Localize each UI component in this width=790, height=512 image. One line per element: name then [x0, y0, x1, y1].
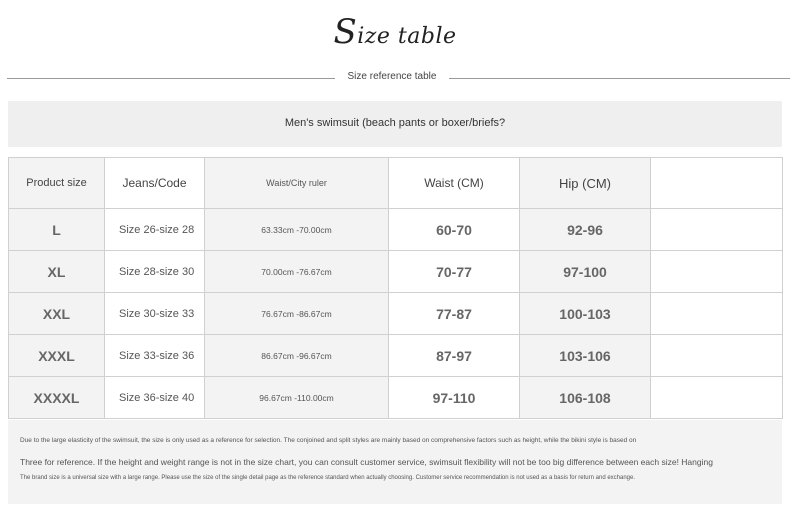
table-row [9, 209, 783, 251]
cell-extra [651, 293, 783, 335]
note-line-2: Three for reference. If the height and weight range is not in the size chart, you can consult customer service, swimsuit flexibility will not be too big difference between each size! Hanging [20, 457, 713, 467]
cell-size: XL [9, 251, 105, 293]
title-rest: ize table [357, 24, 457, 49]
cell-hip: 97-100 [520, 251, 651, 293]
cell-waist: 70-77 [389, 251, 520, 293]
cell-hip: 100-103 [520, 293, 651, 335]
cell-size: XXXL [9, 335, 105, 377]
divider-line-right [449, 78, 790, 79]
cell-jeans: Size 36-size 40 [105, 377, 205, 419]
cell-ruler: 76.67cm -86.67cm [205, 293, 389, 335]
title-initial: S [333, 12, 358, 52]
cell-waist: 97-110 [389, 377, 520, 419]
cell-extra [651, 335, 783, 377]
subtitle-divider [7, 70, 790, 88]
category-banner [8, 101, 782, 147]
cell-hip: 106-108 [520, 377, 651, 419]
page-title [0, 12, 790, 52]
cell-size: L [9, 209, 105, 251]
category-text: Men's swimsuit (beach pants or boxer/briefs? [284, 117, 506, 129]
note-line-3: The brand size is a universal size with a large range. Please use the size of the single detail page as the reference standard when actually choosing. Customer service recommendation is not used as a basis for return and exchange. [20, 475, 636, 481]
table-row [9, 335, 783, 377]
size-table [8, 157, 783, 419]
cell-ruler: 70.00cm -76.67cm [205, 251, 389, 293]
notes-panel [8, 420, 782, 504]
table-header-row [9, 158, 783, 209]
table-row [9, 293, 783, 335]
cell-ruler: 86.67cm -96.67cm [205, 335, 389, 377]
cell-jeans: Size 33-size 36 [105, 335, 205, 377]
header-product-size: Product size [9, 158, 105, 209]
table-row [9, 377, 783, 419]
cell-waist: 77-87 [389, 293, 520, 335]
header-extra [651, 158, 783, 209]
cell-jeans: Size 30-size 33 [105, 293, 205, 335]
header-waist-cm: Waist (CM) [389, 158, 520, 209]
cell-hip: 103-106 [520, 335, 651, 377]
cell-waist: 60-70 [389, 209, 520, 251]
cell-extra [651, 209, 783, 251]
subtitle: Size reference table [347, 71, 437, 82]
cell-ruler: 63.33cm -70.00cm [205, 209, 389, 251]
cell-size: XXXXL [9, 377, 105, 419]
cell-jeans: Size 28-size 30 [105, 251, 205, 293]
cell-waist: 87-97 [389, 335, 520, 377]
header-hip-cm: Hip (CM) [520, 158, 651, 209]
header-jeans-code: Jeans/Code [105, 158, 205, 209]
cell-jeans: Size 26-size 28 [105, 209, 205, 251]
cell-extra [651, 377, 783, 419]
cell-ruler: 96.67cm -110.00cm [205, 377, 389, 419]
cell-extra [651, 251, 783, 293]
cell-hip: 92-96 [520, 209, 651, 251]
table-row [9, 251, 783, 293]
cell-size: XXL [9, 293, 105, 335]
note-line-1: Due to the large elasticity of the swimsuit, the size is only used as a reference for selection. The conjoined and split styles are mainly based on comprehensive factors such as height, while the bikini style is based on [20, 437, 637, 444]
header-waist-ruler: Waist/City ruler [205, 158, 389, 209]
divider-line-left [7, 78, 335, 79]
